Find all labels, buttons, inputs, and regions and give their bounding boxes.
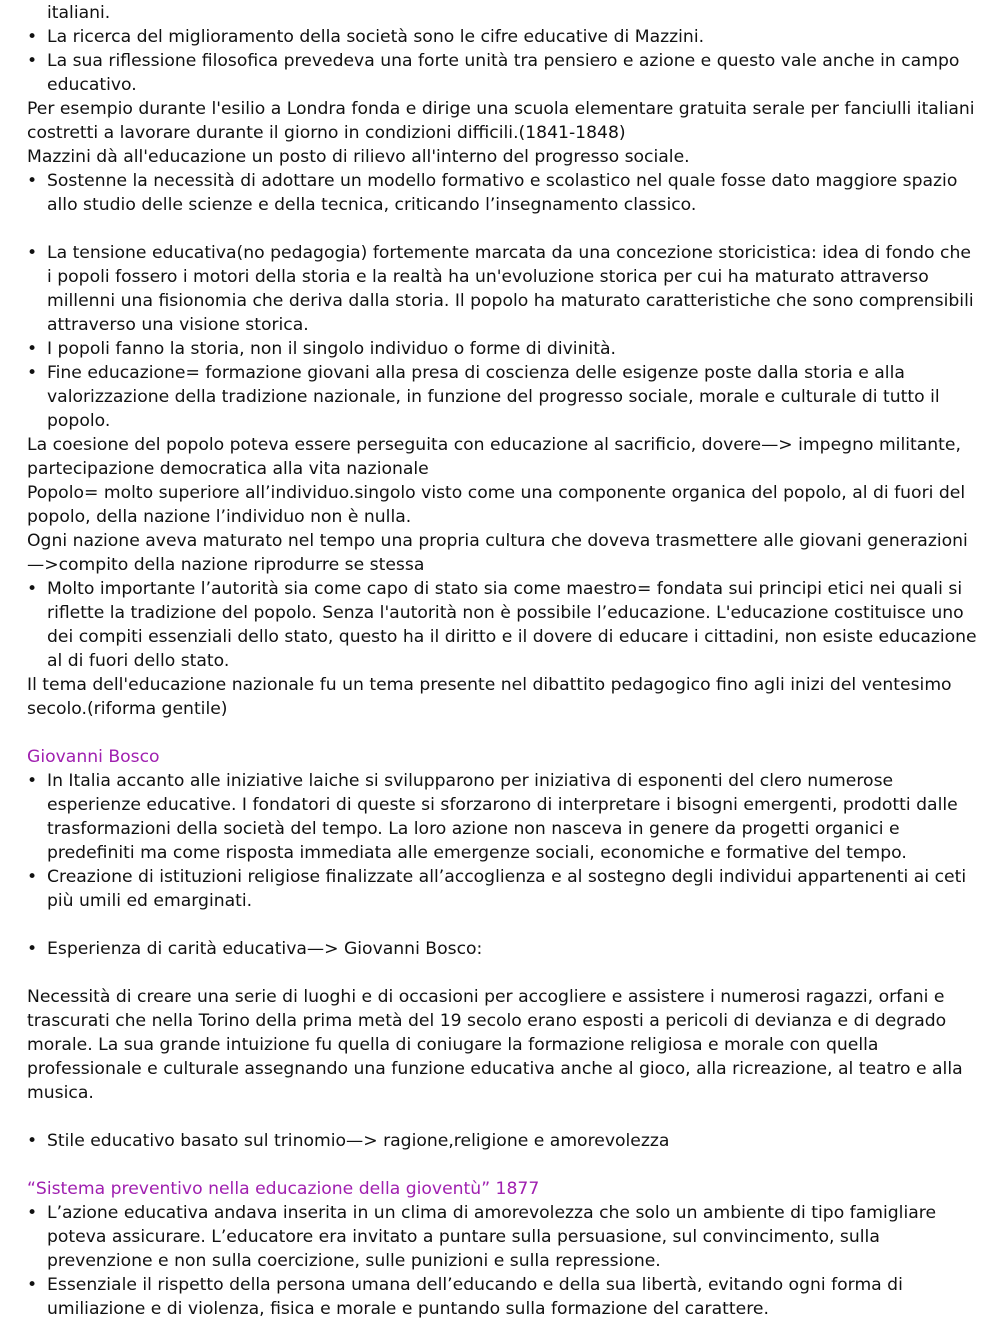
bullet-item: • Essenziale il rispetto della persona umana dell’educando e della sua libertà, evitando ogni forma di umiliazione e di violenza, fisica e morale e puntando sulla formazione del carattere. xyxy=(27,1273,977,1321)
blank-line xyxy=(27,1105,977,1129)
paragraph: Per esempio durante l'esilio a Londra fonda e dirige una scuola elementare gratuita serale per fanciulli italiani costretti a lavorare durante il giorno in condizioni difficili.(1841-1848) xyxy=(27,99,981,143)
blank-line xyxy=(27,721,977,745)
paragraph: Necessità di creare una serie di luoghi e di occasioni per accogliere e assistere i numerosi ragazzi, orfani e trascurati che nella Torino della prima metà del 19 secolo erano esposti a pericoli di devianza e di degrado morale. La sua grande intuizione fu quella di coniugare la formazione religiosa e morale con quella professionale e culturale assegnando una funzione educativa anche al gioco, alla ricreazione, al teatro e alla musica. xyxy=(27,987,969,1103)
bullet-item: • L’azione educativa andava inserita in un clima di amorevolezza che solo un ambiente di tipo famigliare poteva assicurare. L’educatore era invitato a puntare sulla persuasione, sul convincimento, sulla prevenzione e non sulla coercizione, sulle punizioni e sulla repressione. xyxy=(27,1201,977,1273)
blank-line xyxy=(27,1153,977,1177)
blank-line xyxy=(27,961,977,985)
bullet-item: • Creazione di istituzioni religiose finalizzate all’accoglienza e al sostegno degli individui appartenenti ai ceti più umili ed emarginati. xyxy=(27,865,977,913)
bullet-item: • Stile educativo basato sul trinomio—> ragione,religione e amorevolezza xyxy=(27,1129,977,1153)
paragraph: Ogni nazione aveva maturato nel tempo una propria cultura che doveva trasmettere alle giovani generazioni—>compito della nazione riprodurre se stessa xyxy=(27,531,968,575)
bullet-item: • Molto importante l’autorità sia come capo di stato sia come maestro= fondata sui principi etici nei quali si riflette la tradizione del popolo. Senza l'autorità non è possibile l’educazione. L'educazione costituisce uno dei compiti essenziali dello stato, questo ha il diritto e il dovere di educare i cittadini, non esiste educazione al di fuori dello stato. xyxy=(27,577,977,673)
bullet-item: • La ricerca del miglioramento della società sono le cifre educative di Mazzini. xyxy=(27,25,977,49)
bullet-item: • Esperienza di carità educativa—> Giovanni Bosco: xyxy=(27,937,977,961)
section-heading: Giovanni Bosco xyxy=(27,747,160,767)
paragraph: Popolo= molto superiore all’individuo.singolo visto come una componente organica del popolo, al di fuori del popolo, della nazione l’individuo non è nulla. xyxy=(27,483,971,527)
bullet-item: • La tensione educativa(no pedagogia) fortemente marcata da una concezione storicistica: idea di fondo che i popoli fossero i motori della storia e la realtà ha un'evoluzione storica per cui ha maturato attraverso millenni una fisionomia che deriva dalla storia. Il popolo ha maturato caratteristiche che sono comprensibili attraverso una visione storica. xyxy=(27,241,977,337)
section-heading: “Sistema preventivo nella educazione della gioventù” 1877 xyxy=(27,1179,540,1199)
bullet-item: • Fine educazione= formazione giovani alla presa di coscienza delle esigenze poste dalla storia e alla valorizzazione della tradizione nazionale, in funzione del progresso sociale, morale e culturale di tutto il popolo. xyxy=(27,361,977,433)
paragraph: La coesione del popolo poteva essere perseguita con educazione al sacrificio, dovere—> impegno militante, partecipazione democratica alla vita nazionale xyxy=(27,435,967,479)
paragraph: Mazzini dà all'educazione un posto di rilievo all'interno del progresso sociale. xyxy=(27,147,690,167)
paragraph: Il tema dell'educazione nazionale fu un tema presente nel dibattito pedagogico fino agli inizi del ventesimo secolo.(riforma gentile) xyxy=(27,675,958,719)
bullet-item: • I popoli fanno la storia, non il singolo individuo o forme di divinità. xyxy=(27,337,977,361)
blank-line xyxy=(27,913,977,937)
blank-line xyxy=(27,217,977,241)
bullet-item: • Sostenne la necessità di adottare un modello formativo e scolastico nel quale fosse dato maggiore spazio allo studio delle scienze e della tecnica, criticando l’insegnamento classico. xyxy=(27,169,977,217)
bullet-item: • In Italia accanto alle iniziative laiche si svilupparono per iniziativa di esponenti del clero numerose esperienze educative. I fondatori di queste si sforzarono di interpretare i bisogni emergenti, prodotti dalle trasformazioni della società del tempo. La loro azione non nasceva in genere da progetti organici e predefiniti ma come risposta immediata alle emergenze sociali, economiche e formative del tempo. xyxy=(27,769,977,865)
bullet-continuation: italiani. xyxy=(47,3,111,23)
document-page xyxy=(27,1,981,1321)
bullet-item: • La sua riflessione filosofica prevedeva una forte unità tra pensiero e azione e questo vale anche in campo educativo. xyxy=(27,49,977,97)
